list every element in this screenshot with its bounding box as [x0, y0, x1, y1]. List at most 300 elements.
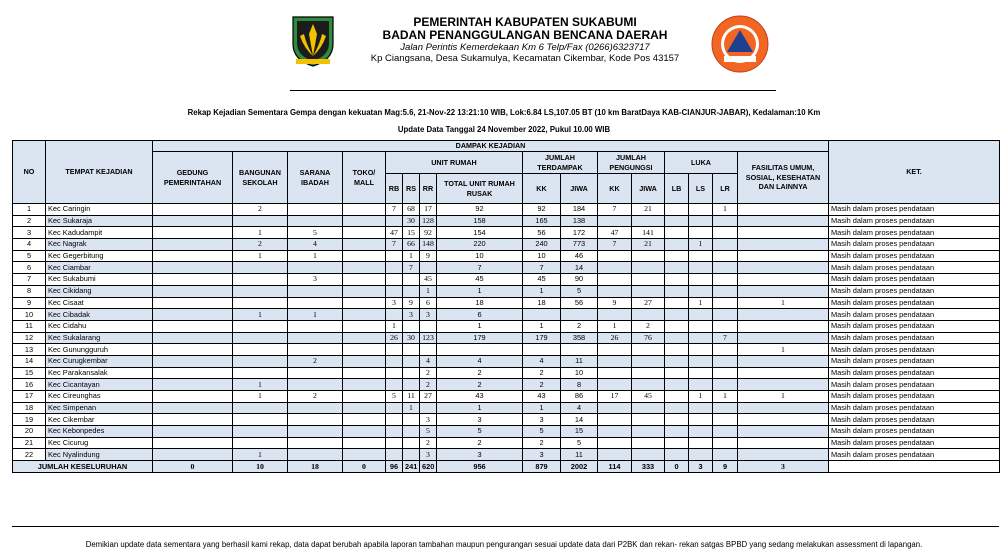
cell-no: 17: [13, 391, 46, 403]
cell-rs: [403, 449, 420, 461]
cell-gedung: [153, 227, 233, 239]
cell-pkk: [598, 215, 632, 227]
cell-sekolah: [233, 414, 288, 426]
cell-rs: 68: [403, 204, 420, 216]
cell-rr: 2: [420, 437, 437, 449]
cell-rr: [420, 402, 437, 414]
cell-pjiwa: [632, 367, 665, 379]
header-fasilitas: FASILITAS UMUM, SOSIAL, KESEHATAN DAN LAINNYA: [738, 152, 829, 204]
cell-pjiwa: 141: [632, 227, 665, 239]
cell-rr: 123: [420, 332, 437, 344]
cell-fas: [738, 250, 829, 262]
cell-jiwa: 138: [561, 215, 598, 227]
cell-loc: Kec Parakansalak: [46, 367, 153, 379]
cell-ls: [689, 320, 713, 332]
cell-fas: [738, 449, 829, 461]
cell-toko: [343, 449, 386, 461]
cell-total: 154: [437, 227, 523, 239]
cell-ibadah: 3: [288, 274, 343, 286]
cell-lb: [665, 239, 689, 251]
cell-rs: 15: [403, 227, 420, 239]
cell-ket: Masih dalam proses pendataan: [829, 227, 1000, 239]
cell-fas: 1: [738, 344, 829, 356]
cell-gedung: [153, 274, 233, 286]
cell-kk: 45: [523, 274, 561, 286]
cell-ket: Masih dalam proses pendataan: [829, 437, 1000, 449]
total-jiwa: 2002: [561, 461, 598, 473]
cell-rs: 3: [403, 309, 420, 321]
update-timestamp: Update Data Tanggal 24 November 2022, Pukul 10.00 WIB: [397, 125, 611, 134]
cell-lb: [665, 437, 689, 449]
cell-rb: [386, 379, 403, 391]
cell-sekolah: [233, 285, 288, 297]
cell-fas: [738, 437, 829, 449]
total-kk: 879: [523, 461, 561, 473]
cell-total: 45: [437, 274, 523, 286]
cell-rr: 5: [420, 426, 437, 438]
cell-no: 2: [13, 215, 46, 227]
cell-sekolah: 1: [233, 250, 288, 262]
table-row: [13, 355, 1000, 367]
header-lr: LR: [713, 174, 738, 204]
cell-gedung: [153, 320, 233, 332]
cell-ibadah: 2: [288, 391, 343, 403]
cell-gedung: [153, 285, 233, 297]
cell-ls: [689, 437, 713, 449]
cell-total: 3: [437, 414, 523, 426]
cell-rr: 4: [420, 355, 437, 367]
cell-no: 6: [13, 262, 46, 274]
cell-rs: [403, 414, 420, 426]
table-row: [13, 274, 1000, 286]
cell-total: 2: [437, 367, 523, 379]
cell-gedung: [153, 449, 233, 461]
cell-toko: [343, 239, 386, 251]
cell-toko: [343, 204, 386, 216]
cell-fas: [738, 262, 829, 274]
cell-lb: [665, 344, 689, 356]
header-ket: KET.: [829, 141, 1000, 204]
cell-toko: [343, 250, 386, 262]
cell-kk: 4: [523, 355, 561, 367]
cell-rb: [386, 367, 403, 379]
cell-lb: [665, 391, 689, 403]
cell-no: 13: [13, 344, 46, 356]
cell-loc: Kec Cicantayan: [46, 379, 153, 391]
cell-lb: [665, 449, 689, 461]
agency-address: Jalan Perintis Kemerdekaan Km 6 Telp/Fax (0266)6323717: [400, 42, 650, 53]
cell-no: 7: [13, 274, 46, 286]
cell-no: 14: [13, 355, 46, 367]
cell-sekolah: [233, 344, 288, 356]
table-row: [13, 402, 1000, 414]
cell-no: 8: [13, 285, 46, 297]
cell-gedung: [153, 437, 233, 449]
cell-fas: [738, 320, 829, 332]
cell-kk: 56: [523, 227, 561, 239]
cell-pkk: [598, 274, 632, 286]
cell-rs: 9: [403, 297, 420, 309]
header-terdampak-jiwa: JIWA: [561, 174, 598, 204]
cell-fas: [738, 379, 829, 391]
cell-ibadah: [288, 449, 343, 461]
table-row: [13, 437, 1000, 449]
cell-jiwa: 56: [561, 297, 598, 309]
header-rb: RB: [386, 174, 403, 204]
cell-rb: [386, 414, 403, 426]
cell-fas: [738, 367, 829, 379]
cell-ket: Masih dalam proses pendataan: [829, 344, 1000, 356]
cell-pkk: [598, 344, 632, 356]
header-rs: RS: [403, 174, 420, 204]
cell-total: 1: [437, 402, 523, 414]
cell-sekolah: [233, 332, 288, 344]
cell-lr: [713, 215, 738, 227]
cell-pkk: [598, 426, 632, 438]
cell-gedung: [153, 262, 233, 274]
cell-rr: 92: [420, 227, 437, 239]
cell-ket: Masih dalam proses pendataan: [829, 204, 1000, 216]
cell-pkk: [598, 414, 632, 426]
cell-lb: [665, 215, 689, 227]
cell-jiwa: 14: [561, 262, 598, 274]
cell-lr: [713, 297, 738, 309]
cell-ket: Masih dalam proses pendataan: [829, 402, 1000, 414]
cell-jiwa: 773: [561, 239, 598, 251]
cell-rr: 3: [420, 449, 437, 461]
total-rs: 241: [403, 461, 420, 473]
cell-ket: Masih dalam proses pendataan: [829, 285, 1000, 297]
cell-no: 11: [13, 320, 46, 332]
cell-pjiwa: [632, 414, 665, 426]
cell-ket: Masih dalam proses pendataan: [829, 320, 1000, 332]
table-row: [13, 367, 1000, 379]
cell-ibadah: [288, 320, 343, 332]
cell-pkk: [598, 379, 632, 391]
cell-total: 1: [437, 320, 523, 332]
cell-lr: [713, 402, 738, 414]
cell-ket: Masih dalam proses pendataan: [829, 250, 1000, 262]
cell-pjiwa: [632, 285, 665, 297]
cell-jiwa: 90: [561, 274, 598, 286]
cell-kk: 179: [523, 332, 561, 344]
cell-toko: [343, 309, 386, 321]
cell-pkk: 7: [598, 204, 632, 216]
cell-loc: Kec Kebonpedes: [46, 426, 153, 438]
cell-toko: [343, 344, 386, 356]
cell-total: 2: [437, 437, 523, 449]
cell-sekolah: [233, 355, 288, 367]
cell-sekolah: 2: [233, 204, 288, 216]
cell-rs: 1: [403, 402, 420, 414]
cell-gedung: [153, 239, 233, 251]
cell-gedung: [153, 367, 233, 379]
header-lb: LB: [665, 174, 689, 204]
cell-kk: 2: [523, 379, 561, 391]
cell-kk: [523, 344, 561, 356]
cell-ket: Masih dalam proses pendataan: [829, 297, 1000, 309]
table-row: [13, 250, 1000, 262]
cell-kk: 1: [523, 402, 561, 414]
cell-ibadah: [288, 426, 343, 438]
cell-toko: [343, 379, 386, 391]
cell-total: 7: [437, 262, 523, 274]
cell-pjiwa: [632, 437, 665, 449]
cell-rs: [403, 344, 420, 356]
disaster-impact-table: [12, 140, 1000, 473]
header-tempat: TEMPAT KEJADIAN: [46, 141, 153, 204]
cell-pjiwa: [632, 250, 665, 262]
cell-pjiwa: [632, 344, 665, 356]
cell-kk: 5: [523, 426, 561, 438]
cell-ibadah: 5: [288, 227, 343, 239]
cell-toko: [343, 215, 386, 227]
cell-lb: [665, 320, 689, 332]
cell-pkk: [598, 437, 632, 449]
cell-rb: [386, 250, 403, 262]
cell-rb: 47: [386, 227, 403, 239]
government-name: PEMERINTAH KABUPATEN SUKABUMI: [413, 15, 637, 29]
cell-toko: [343, 391, 386, 403]
cell-sekolah: [233, 215, 288, 227]
cell-lr: [713, 344, 738, 356]
cell-ket: Masih dalam proses pendataan: [829, 367, 1000, 379]
cell-toko: [343, 285, 386, 297]
cell-pjiwa: 27: [632, 297, 665, 309]
cell-lr: [713, 367, 738, 379]
cell-rb: 26: [386, 332, 403, 344]
cell-gedung: [153, 309, 233, 321]
bpbd-logo-icon: [710, 14, 770, 74]
cell-gedung: [153, 402, 233, 414]
cell-lr: 1: [713, 204, 738, 216]
cell-loc: Kec Cireunghas: [46, 391, 153, 403]
cell-no: 12: [13, 332, 46, 344]
cell-no: 22: [13, 449, 46, 461]
cell-no: 21: [13, 437, 46, 449]
total-total: 956: [437, 461, 523, 473]
footnote: Demikian update data sementara yang berhasil kami rekap, data dapat berubah apabila laporan tambahan maupun pengurangan sesuai update data dari P2BK dan rekan- rekan satgas BPBD yang sedang melakukan assessment di lapangan.: [85, 540, 923, 549]
cell-loc: Kec Sukaraja: [46, 215, 153, 227]
cell-rr: [420, 262, 437, 274]
cell-lr: [713, 379, 738, 391]
cell-pjiwa: [632, 402, 665, 414]
cell-jiwa: 11: [561, 449, 598, 461]
cell-lb: [665, 309, 689, 321]
header-pengungsi: JUMLAH PENGUNGSI: [598, 152, 665, 174]
cell-ibadah: 2: [288, 355, 343, 367]
cell-ls: [689, 449, 713, 461]
cell-lr: [713, 285, 738, 297]
cell-pjiwa: [632, 379, 665, 391]
cell-rs: [403, 274, 420, 286]
total-ls: 3: [689, 461, 713, 473]
cell-kk: 10: [523, 250, 561, 262]
cell-rr: 3: [420, 414, 437, 426]
cell-rr: [420, 320, 437, 332]
cell-loc: Kec Cikidang: [46, 285, 153, 297]
cell-lb: [665, 204, 689, 216]
cell-lb: [665, 402, 689, 414]
cell-jiwa: 358: [561, 332, 598, 344]
cell-pkk: 26: [598, 332, 632, 344]
cell-lr: [713, 355, 738, 367]
table-row: [13, 285, 1000, 297]
cell-pjiwa: [632, 274, 665, 286]
cell-kk: 165: [523, 215, 561, 227]
cell-pjiwa: 21: [632, 204, 665, 216]
cell-rb: [386, 355, 403, 367]
cell-kk: 1: [523, 320, 561, 332]
cell-fas: [738, 332, 829, 344]
cell-toko: [343, 274, 386, 286]
cell-fas: [738, 414, 829, 426]
cell-kk: 1: [523, 285, 561, 297]
cell-total: 179: [437, 332, 523, 344]
header-no: NO: [13, 141, 46, 204]
cell-gedung: [153, 426, 233, 438]
cell-ibadah: [288, 367, 343, 379]
cell-ibadah: [288, 414, 343, 426]
cell-ls: [689, 379, 713, 391]
cell-rb: [386, 285, 403, 297]
cell-rs: 30: [403, 332, 420, 344]
header-ibadah: SARANA IBADAH: [288, 152, 343, 204]
cell-ls: [689, 215, 713, 227]
cell-ls: [689, 426, 713, 438]
cell-total: 10: [437, 250, 523, 262]
cell-fas: [738, 227, 829, 239]
cell-jiwa: 4: [561, 402, 598, 414]
cell-lr: [713, 414, 738, 426]
cell-loc: Kec Sukalarang: [46, 332, 153, 344]
cell-ls: [689, 309, 713, 321]
cell-gedung: [153, 204, 233, 216]
cell-no: 16: [13, 379, 46, 391]
cell-kk: 240: [523, 239, 561, 251]
cell-no: 18: [13, 402, 46, 414]
table-row: [13, 320, 1000, 332]
cell-lr: 1: [713, 391, 738, 403]
cell-fas: [738, 402, 829, 414]
cell-fas: [738, 215, 829, 227]
cell-ibadah: [288, 379, 343, 391]
cell-rs: 66: [403, 239, 420, 251]
table-row: [13, 449, 1000, 461]
cell-fas: [738, 285, 829, 297]
cell-sekolah: 1: [233, 391, 288, 403]
cell-fas: [738, 309, 829, 321]
cell-toko: [343, 332, 386, 344]
cell-loc: Kec Caringin: [46, 204, 153, 216]
cell-ibadah: [288, 437, 343, 449]
total-rb: 96: [386, 461, 403, 473]
cell-ket: Masih dalam proses pendataan: [829, 391, 1000, 403]
header-toko: TOKO/ MALL: [343, 152, 386, 204]
cell-lr: [713, 227, 738, 239]
agency-name: BADAN PENANGGULANGAN BENCANA DAERAH: [382, 28, 668, 42]
cell-lb: [665, 285, 689, 297]
cell-total: 3: [437, 449, 523, 461]
total-pkk: 114: [598, 461, 632, 473]
cell-jiwa: 86: [561, 391, 598, 403]
cell-rr: 27: [420, 391, 437, 403]
cell-rr: 128: [420, 215, 437, 227]
cell-pjiwa: 45: [632, 391, 665, 403]
cell-rb: [386, 274, 403, 286]
cell-toko: [343, 437, 386, 449]
cell-loc: Kec Simpenan: [46, 402, 153, 414]
cell-no: 5: [13, 250, 46, 262]
cell-ket: Masih dalam proses pendataan: [829, 355, 1000, 367]
cell-pjiwa: 76: [632, 332, 665, 344]
total-rr: 620: [420, 461, 437, 473]
cell-gedung: [153, 332, 233, 344]
cell-rb: 5: [386, 391, 403, 403]
cell-lb: [665, 355, 689, 367]
cell-rs: [403, 367, 420, 379]
table-row: [13, 414, 1000, 426]
header-gedung: GEDUNG PEMERINTAHAN: [153, 152, 233, 204]
cell-total: 2: [437, 379, 523, 391]
cell-lb: [665, 297, 689, 309]
cell-total: 43: [437, 391, 523, 403]
cell-lr: [713, 250, 738, 262]
cell-fas: [738, 274, 829, 286]
cell-rr: 3: [420, 309, 437, 321]
cell-sekolah: [233, 367, 288, 379]
cell-rb: [386, 215, 403, 227]
cell-loc: Kec Cidahu: [46, 320, 153, 332]
cell-rs: [403, 285, 420, 297]
cell-total: 220: [437, 239, 523, 251]
letterhead-divider: [290, 90, 776, 91]
cell-lb: [665, 367, 689, 379]
cell-ibadah: 1: [288, 309, 343, 321]
cell-jiwa: [561, 344, 598, 356]
cell-loc: Kec Curugkembar: [46, 355, 153, 367]
cell-pkk: [598, 367, 632, 379]
cell-loc: Kec Ciambar: [46, 262, 153, 274]
cell-no: 9: [13, 297, 46, 309]
cell-fas: [738, 204, 829, 216]
cell-total: 5: [437, 426, 523, 438]
cell-no: 4: [13, 239, 46, 251]
cell-jiwa: [561, 309, 598, 321]
cell-pjiwa: [632, 426, 665, 438]
cell-sekolah: [233, 297, 288, 309]
cell-rb: 7: [386, 239, 403, 251]
cell-no: 3: [13, 227, 46, 239]
total-ket: [829, 461, 1000, 473]
cell-lr: [713, 320, 738, 332]
cell-ibadah: [288, 285, 343, 297]
cell-fas: 1: [738, 297, 829, 309]
table-body: [13, 204, 1000, 473]
cell-rs: 11: [403, 391, 420, 403]
cell-sekolah: [233, 437, 288, 449]
cell-rr: 9: [420, 250, 437, 262]
cell-kk: 2: [523, 367, 561, 379]
cell-jiwa: 2: [561, 320, 598, 332]
table-row: [13, 215, 1000, 227]
cell-rs: [403, 320, 420, 332]
cell-ls: [689, 250, 713, 262]
cell-toko: [343, 262, 386, 274]
cell-pjiwa: [632, 355, 665, 367]
cell-jiwa: 10: [561, 367, 598, 379]
cell-ls: [689, 355, 713, 367]
